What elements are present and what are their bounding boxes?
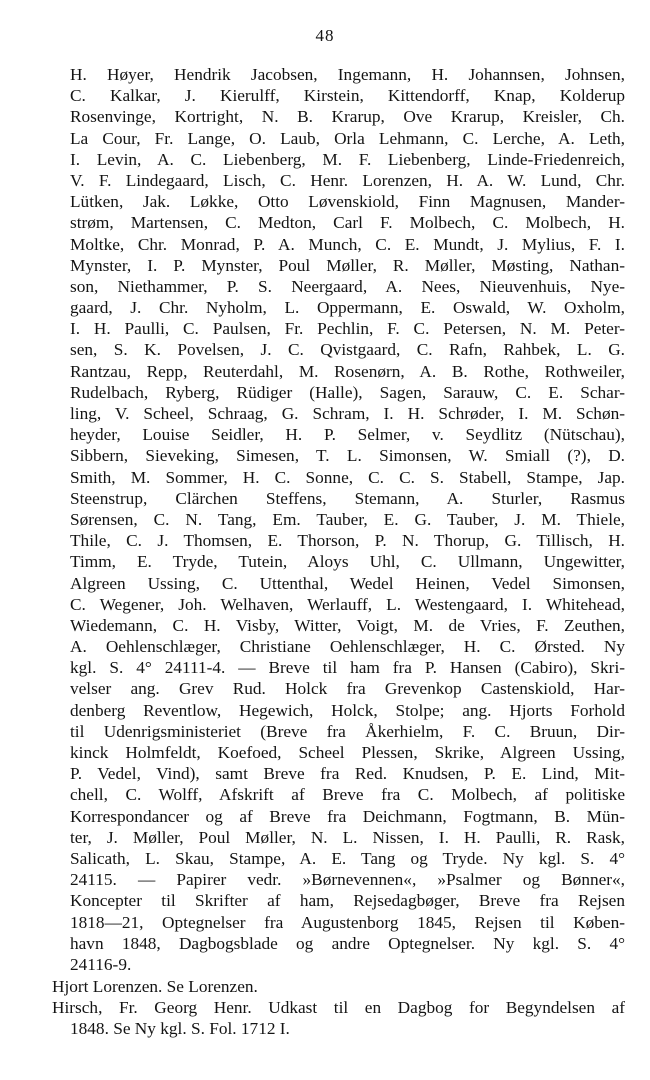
text-line: H. Høyer, Hendrik Jacobsen, Ingemann, H. Johannsen, Johnsen, bbox=[70, 65, 625, 84]
entry-heading-hjort-lorenzen: Hjort Lorenzen. Se Lorenzen. bbox=[52, 977, 258, 997]
text-line: 24116-9. bbox=[70, 954, 132, 974]
text-line: til Udenrigsministeriet (Breve fra Åkerhielm, F. C. Bruun, Dir- bbox=[70, 721, 625, 741]
text-line: strøm, Martensen, C. Medton, Carl F. Molbech, C. Molbech, H. bbox=[70, 213, 625, 233]
text-line: C. Wegener, Joh. Welhaven, Werlauff, L. Westengaard, I. Whitehead, bbox=[70, 594, 625, 614]
text-line: La Cour, Fr. Lange, O. Laub, Orla Lehmann, C. Lerche, A. Leth, bbox=[70, 128, 625, 148]
text-line: velser ang. Grev Rud. Holck fra Grevenkop Castenskiold, Har- bbox=[70, 679, 625, 699]
page-number: 48 bbox=[315, 26, 335, 45]
text-line: 1848. Se Ny kgl. S. Fol. 1712 I. bbox=[70, 1019, 290, 1039]
text-line: Rosenvinge, Kortright, N. B. Krarup, Ove Krarup, Kreisler, Ch. bbox=[70, 107, 625, 127]
text-line: 24115. — Papirer vedr. »Børnevennen«, »Psalmer og Bønner«, bbox=[70, 870, 625, 890]
text-line: Sibbern, Sieveking, Simesen, T. L. Simonsen, W. Smiall (?), D. bbox=[70, 446, 625, 466]
text-line: Timm, E. Tryde, Tutein, Aloys Uhl, C. Ullmann, Ungewitter, bbox=[70, 552, 625, 572]
entry-heading-hirsch: Hirsch, Fr. Georg Henr. Udkast til en Dagbog for Begyndelsen af bbox=[52, 998, 625, 1018]
text-line: Salicath, L. Skau, Stampe, A. E. Tang og Tryde. Ny kgl. S. 4° bbox=[70, 848, 625, 868]
text-line: Wiedemann, C. H. Visby, Witter, Voigt, M. de Vries, F. Zeuthen, bbox=[70, 615, 625, 635]
text-line: chell, C. Wolff, Afskrift af Breve fra C. Molbech, af politiske bbox=[70, 785, 625, 805]
text-line: ling, V. Scheel, Schraag, G. Schram, I. H. Schrøder, I. M. Schøn- bbox=[70, 404, 625, 423]
body-text bbox=[52, 64, 625, 1040]
text-line: V. F. Lindegaard, Lisch, C. Henr. Lorenzen, H. A. W. Lund, Chr. bbox=[70, 170, 625, 190]
text-line: kinck Holmfeldt, Koefoed, Scheel Plessen, Skrike, Algreen Ussing, bbox=[70, 743, 625, 762]
text-line: Smith, M. Sommer, H. C. Sonne, C. C. S. Stabell, Stampe, Jap. bbox=[70, 467, 625, 487]
text-line: Steenstrup, Clärchen Steffens, Stemann, A. Sturler, Rasmus bbox=[70, 488, 625, 508]
text-line: Mynster, I. P. Mynster, Poul Møller, R. Møller, Møsting, Nathan- bbox=[70, 255, 625, 275]
text-line: heyder, Louise Seidler, H. P. Selmer, v. Seydlitz (Nütschau), bbox=[70, 425, 625, 445]
text-line: Rudelbach, Ryberg, Rüdiger (Halle), Sagen, Sarauw, C. E. Schar- bbox=[70, 382, 625, 402]
text-line: Rantzau, Repp, Reuterdahl, M. Rosenørn, A. B. Rothe, Rothweiler, bbox=[70, 361, 625, 381]
text-line: I. Levin, A. C. Liebenberg, M. F. Liebenberg, Linde-Friedenreich, bbox=[70, 149, 625, 169]
text-line: Moltke, Chr. Monrad, P. A. Munch, C. E. Mundt, J. Mylius, F. I. bbox=[70, 234, 625, 254]
text-line: I. H. Paulli, C. Paulsen, Fr. Pechlin, F. C. Petersen, N. M. Peter- bbox=[70, 319, 625, 339]
text-line: Thile, C. J. Thomsen, E. Thorson, P. N. Thorup, G. Tillisch, H. bbox=[70, 531, 625, 551]
text-line: Sørensen, C. N. Tang, Em. Tauber, E. G. Tauber, J. M. Thiele, bbox=[70, 509, 625, 529]
text-line: 1818—21, Optegnelser fra Augustenborg 1845, Rejsen til Køben- bbox=[70, 912, 625, 932]
text-line: Koncepter til Skrifter af ham, Rejsedagbøger, Breve fra Rejsen bbox=[70, 891, 625, 911]
text-line: son, Niethammer, P. S. Neergaard, A. Nees, Nieuvenhuis, Nye- bbox=[70, 276, 625, 296]
text-line: denberg Reventlow, Hegewich, Holck, Stolpe; ang. Hjorts Forhold bbox=[70, 700, 625, 720]
text-line: A. Oehlenschlæger, Christiane Oehlenschlæger, H. C. Ørsted. Ny bbox=[70, 637, 625, 657]
text-line: kgl. S. 4° 24111-4. — Breve til ham fra P. Hansen (Cabiro), Skri- bbox=[70, 658, 625, 678]
text-line: P. Vedel, Vind), samt Breve fra Red. Knudsen, P. E. Lind, Mit- bbox=[70, 764, 625, 784]
text-line: ter, J. Møller, Poul Møller, N. L. Nissen, I. H. Paulli, R. Rask, bbox=[70, 827, 625, 847]
text-line: Korrespondancer og af Breve fra Deichmann, Fogtmann, B. Mün- bbox=[70, 806, 625, 826]
text-line: Algreen Ussing, C. Uttenthal, Wedel Heinen, Vedel Simonsen, bbox=[70, 573, 625, 593]
text-line: gaard, J. Chr. Nyholm, L. Oppermann, E. Oswald, W. Oxholm, bbox=[70, 298, 625, 318]
text-line: Lütken, Jak. Løkke, Otto Løvenskiold, Finn Magnusen, Mander- bbox=[70, 192, 625, 212]
text-line: C. Kalkar, J. Kierulff, Kirstein, Kittendorff, Knap, Kolderup bbox=[70, 86, 625, 106]
text-line: sen, S. K. Povelsen, J. C. Qvistgaard, C. Rafn, Rahbek, L. G. bbox=[70, 340, 625, 360]
text-line: havn 1848, Dagbogsblade og andre Optegnelser. Ny kgl. S. 4° bbox=[70, 933, 625, 953]
